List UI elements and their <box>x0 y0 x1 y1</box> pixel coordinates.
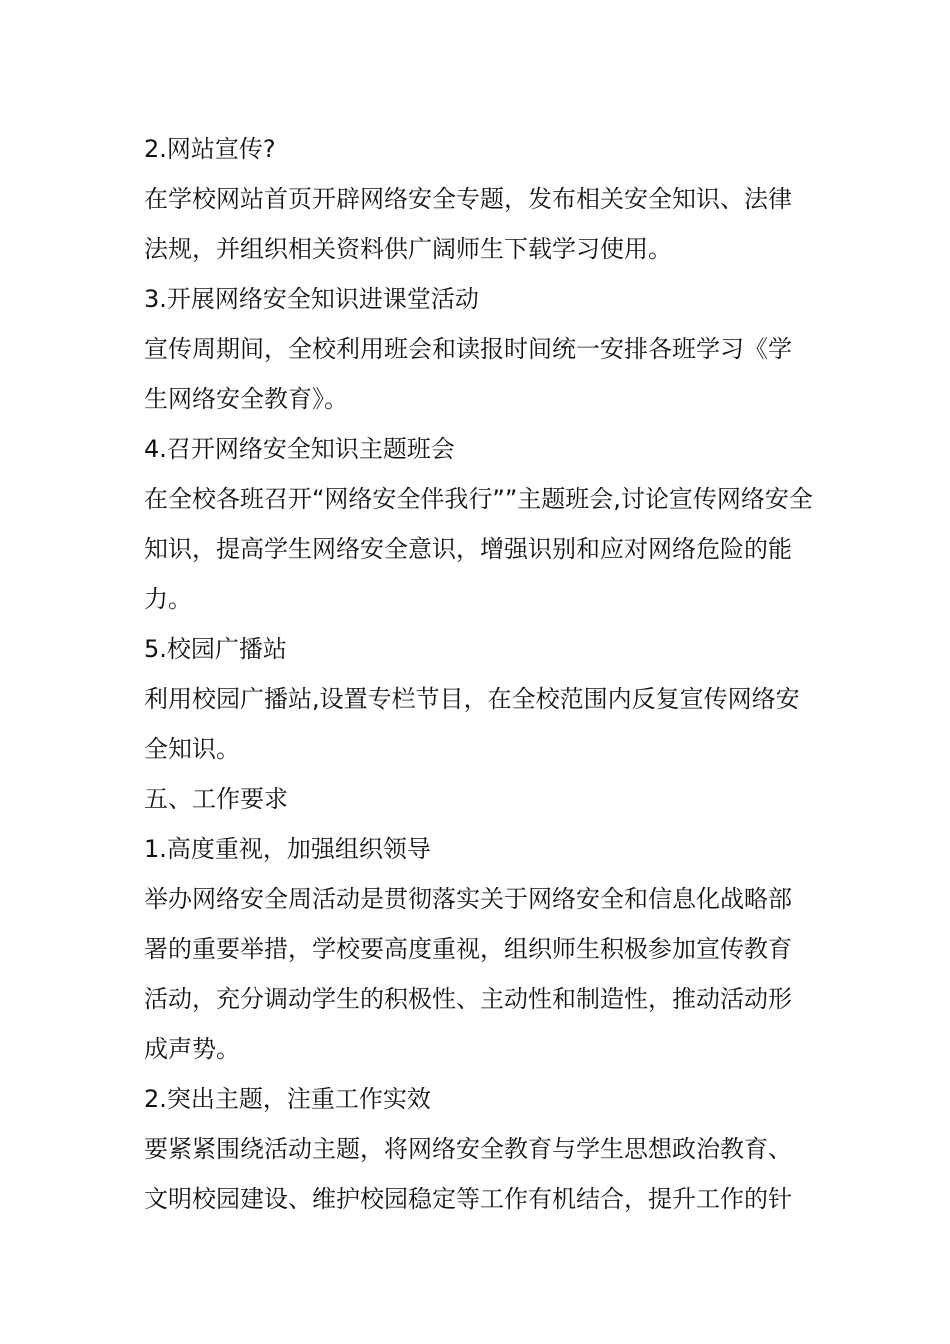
heading-campus-radio: 5.校园广播站 <box>144 635 287 663</box>
paragraph-line: 文明校园建设、维护校园稳定等工作有机结合，提升工作的针 <box>144 1185 792 1213</box>
paragraph-line: 成声势。 <box>144 1035 240 1063</box>
paragraph-line: 宣传周期间，全校利用班会和读报时间统一安排各班学习《学 <box>144 335 792 363</box>
paragraph-line: 在学校网站首页开辟网络安全专题，发布相关安全知识、法律 <box>144 185 792 213</box>
paragraph-line: 利用校园广播站,设置专栏节目，在全校范围内反复宣传网络安 <box>144 685 800 713</box>
paragraph-line: 署的重要举措，学校要高度重视，组织师生积极参加宣传教育 <box>144 935 792 963</box>
paragraph-line: 全知识。 <box>144 735 240 763</box>
paragraph-line: 法规，并组织相关资料供广阔师生下载学习使用。 <box>144 235 672 263</box>
paragraph-line: 在全校各班召开“网络安全伴我行””主题班会,讨论宣传网络安全 <box>144 485 813 513</box>
heading-classroom-activity: 3.开展网络安全知识进课堂活动 <box>144 285 479 313</box>
document-body <box>144 124 813 1224</box>
paragraph-line: 知识，提高学生网络安全意识，增强识别和应对网络危险的能 <box>144 535 792 563</box>
paragraph-line: 举办网络安全周活动是贯彻落实关于网络安全和信息化战略部 <box>144 885 792 913</box>
paragraph-line: 要紧紧围绕活动主题，将网络安全教育与学生思想政治教育、 <box>144 1135 792 1163</box>
paragraph-line: 活动，充分调动学生的积极性、主动性和制造性，推动活动形 <box>144 985 792 1013</box>
heading-theme-effectiveness: 2.突出主题，注重工作实效 <box>144 1085 431 1113</box>
section-heading-work-requirements: 五、工作要求 <box>144 785 288 813</box>
paragraph-line: 力。 <box>144 585 192 613</box>
heading-class-meeting: 4.召开网络安全知识主题班会 <box>144 435 455 463</box>
heading-leadership: 1.高度重视，加强组织领导 <box>144 835 431 863</box>
paragraph-line: 生网络安全教育》。 <box>144 385 348 413</box>
heading-website-publicity: 2.网站宣传? <box>144 135 276 163</box>
